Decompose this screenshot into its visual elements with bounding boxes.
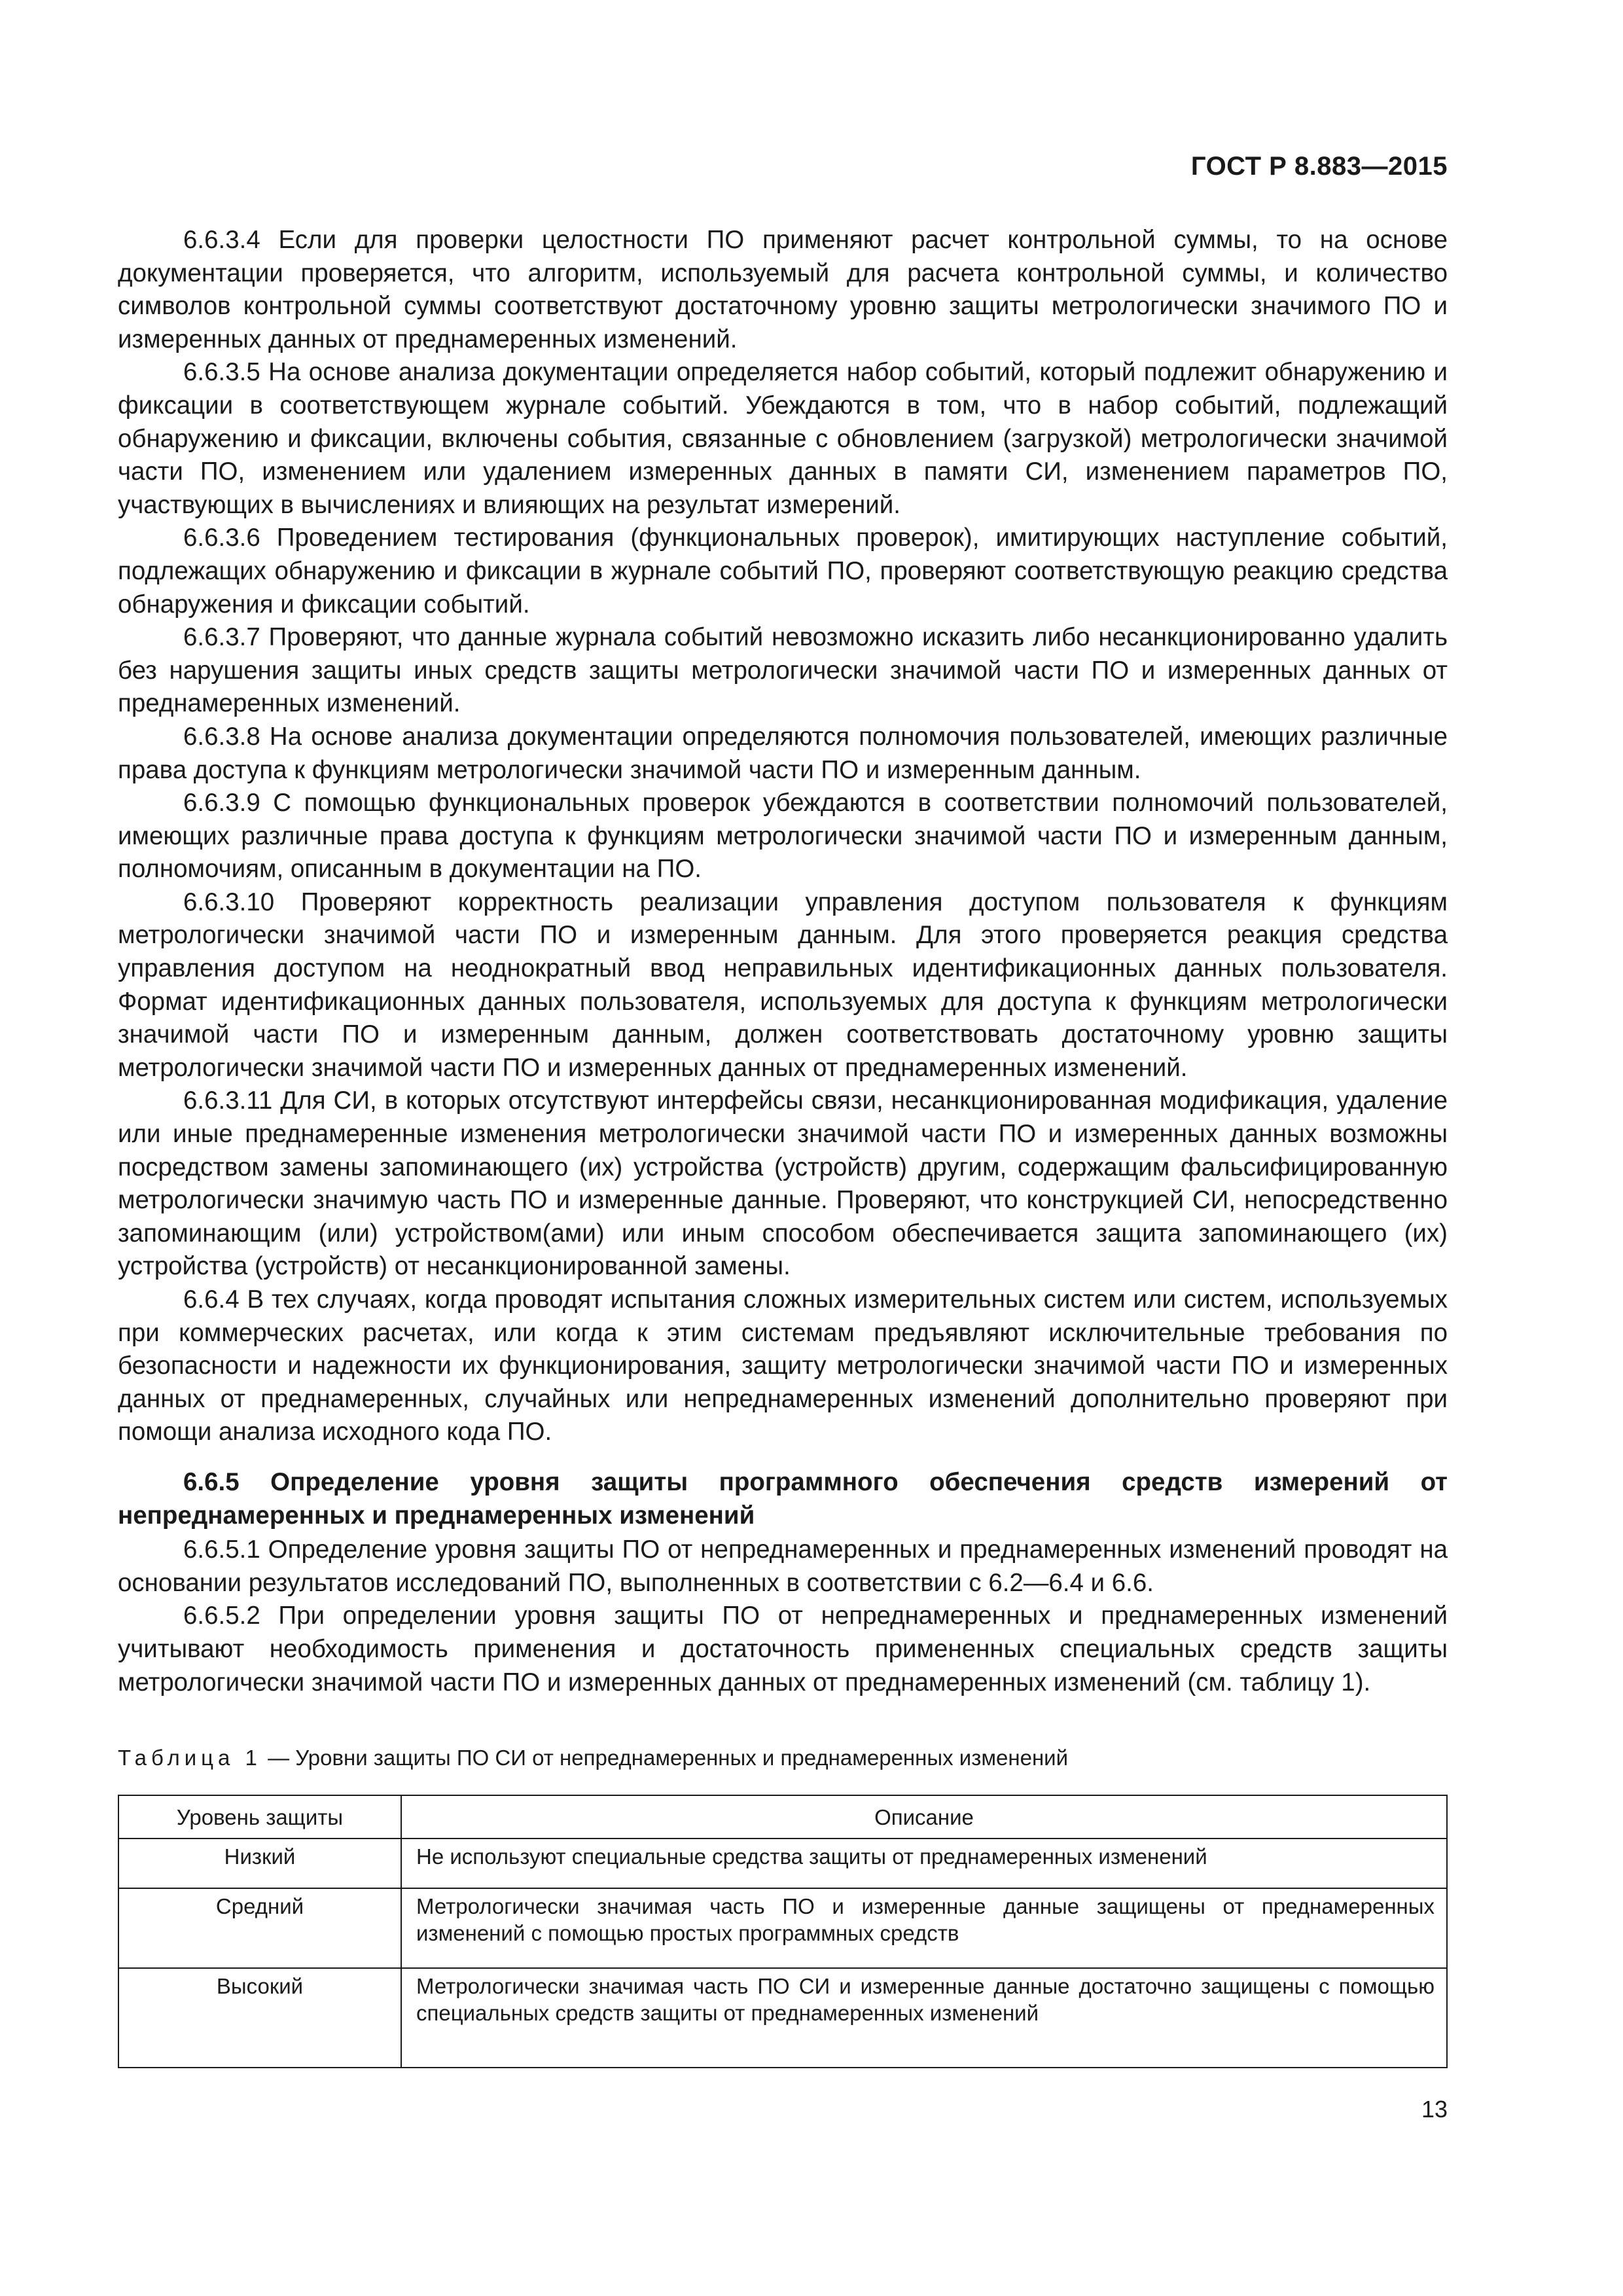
body-text — [118, 224, 1448, 1699]
paragraph-6-6-3-8: 6.6.3.8 На основе анализа документации определяются полномочия пользователей, имеющих различные права доступа к функциям метрологически значимой части ПО и измеренным данным. — [118, 722, 1448, 784]
level-cell: Средний — [118, 1888, 401, 1968]
paragraph-6-6-4: 6.6.4 В тех случаях, когда проводят испытания сложных измерительных систем или систем, используемых при коммерческих расчетах, или когда к этим системам предъявляют исключительные требования по безопасности и надежности их функционирования, защиту метрологически значимой части ПО и измеренных данных от преднамеренных, случайных или непреднамеренных изменений дополнительно проверяют при помощи анализа исходного кода ПО. — [118, 1285, 1448, 1446]
table-row — [118, 1968, 1447, 2068]
protection-levels-table — [118, 1795, 1448, 2068]
paragraph-6-6-3-9: 6.6.3.9 С помощью функциональных проверок убеждаются в соответствии полномочий пользователей, имеющих различные права доступа к функциям метрологически значимой части ПО и измеренным данным, полномочиям, описанным в документации на ПО. — [118, 789, 1448, 884]
page-number: 13 — [1421, 2096, 1448, 2123]
paragraph-6-6-3-11: 6.6.3.11 Для СИ, в которых отсутствуют интерфейсы связи, несанкционированная модификация, удаление или иные преднамеренные изменения метрологически значимой части ПО и измеренных данных возможны посредством замены запоминающего (их) устройства (устройств) другим, содержащим фальсифицированную метрологически значимую часть ПО и измеренные данные. Проверяют, что конструкцией СИ, непосредственно запоминающим (или) устройством(ами) или иным способом обеспечивается защита запоминающего (их) устройства (устройств) от несанкционированной замены. — [118, 1086, 1448, 1281]
standard-designation: ГОСТ Р 8.883—2015 — [1190, 152, 1448, 181]
paragraph-6-6-3-6: 6.6.3.6 Проведением тестирования (функциональных проверок), имитирующих наступление событий, подлежащих обнаружению и фиксации в журнале событий ПО, проверяют соответствующую реакцию средства обнаружения и фиксации событий. — [118, 524, 1448, 619]
level-cell: Низкий — [118, 1839, 401, 1888]
table-caption-text: — Уровни защиты ПО СИ от непреднамеренных и преднамеренных изменений — [268, 1746, 1069, 1770]
paragraph-6-6-3-4: 6.6.3.4 Если для проверки целостности ПО применяют расчет контрольной суммы, то на основе документации проверяется, что алгоритм, используемый для расчета контрольной суммы, и количество символов контрольной суммы соответствуют достаточному уровню защиты метрологически значимого ПО и измеренных данных от преднамеренных изменений. — [118, 226, 1448, 353]
column-header-description: Описание — [401, 1795, 1447, 1839]
description-cell: Метрологически значимая часть ПО и измеренные данные защищены от преднамеренных изменений с помощью простых программных средств — [401, 1888, 1447, 1968]
paragraph-6-6-3-10: 6.6.3.10 Проверяют корректность реализации управления доступом пользователя к функциям метрологически значимой части ПО и измеренным данным. Для этого проверяется реакция средства управления доступом на неоднократный ввод неправильных идентификационных данных пользователя. Формат идентификационных данных пользователя, используемых для доступа к функциям метрологически значимой части ПО и измеренным данным, должен соответствовать достаточному уровню защиты метрологически значимой части ПО и измеренных данных от преднамеренных изменений. — [118, 888, 1448, 1082]
table-header-row — [118, 1795, 1447, 1839]
level-cell: Высокий — [118, 1968, 401, 2068]
description-cell: Метрологически значимая часть ПО СИ и измеренные данные достаточно защищены с помощью специальных средств защиты от преднамеренных изменений — [401, 1968, 1447, 2068]
table-row — [118, 1839, 1447, 1888]
paragraph-6-6-3-5: 6.6.3.5 На основе анализа документации определяется набор событий, который подлежит обнаружению и фиксации в соответствующем журнале событий. Убеждаются в том, что в набор событий, подлежащий обнаружению и фиксации, включены события, связанные с обновлением (загрузкой) метрологически значимой части ПО, изменением или удалением измеренных данных в памяти СИ, изменением параметров ПО, участвующих в вычислениях и влияющих на результат измерений. — [118, 358, 1448, 519]
table-caption-label: Таблица 1 — [118, 1746, 262, 1770]
table-row — [118, 1888, 1447, 1968]
column-header-level: Уровень защиты — [118, 1795, 401, 1839]
description-cell: Не используют специальные средства защиты от преднамеренных изменений — [401, 1839, 1447, 1888]
paragraph-6-6-3-7: 6.6.3.7 Проверяют, что данные журнала событий невозможно исказить либо несанкционированно удалить без нарушения защиты иных средств защиты метрологически значимой части ПО и измеренных данных от преднамеренных изменений. — [118, 623, 1448, 718]
section-heading-6-6-5: 6.6.5 Определение уровня защиты программного обеспечения средств измерений от непреднамеренных и преднамеренных изменений — [118, 1467, 1448, 1530]
paragraph-6-6-5-1: 6.6.5.1 Определение уровня защиты ПО от непреднамеренных и преднамеренных изменений проводят на основании результатов исследований ПО, выполненных в соответствии с 6.2—6.4 и 6.6. — [118, 1535, 1448, 1597]
paragraph-6-6-5-2: 6.6.5.2 При определении уровня защиты ПО от непреднамеренных и преднамеренных изменений учитывают необходимость применения и достаточность примененных специальных средств защиты метрологически значимой части ПО и измеренных данных от преднамеренных изменений (см. таблицу 1). — [118, 1602, 1448, 1696]
table-caption — [118, 1745, 1448, 1771]
